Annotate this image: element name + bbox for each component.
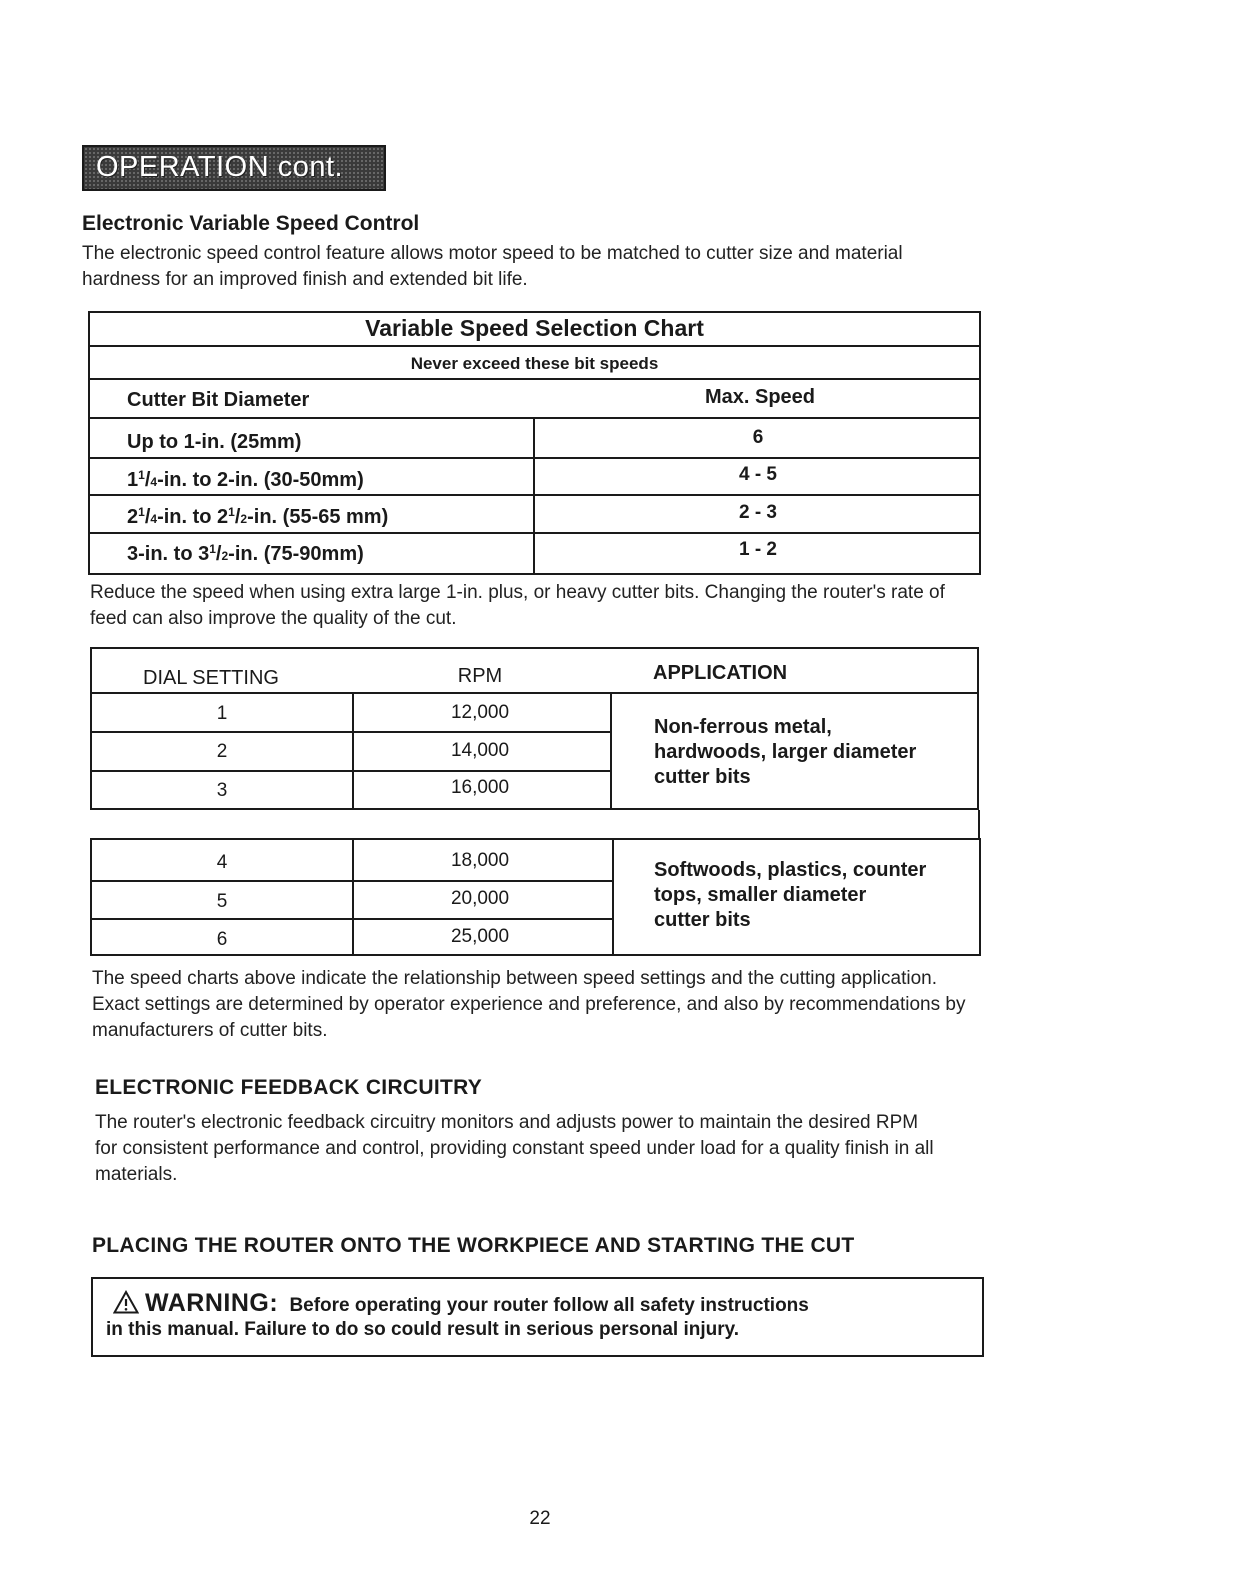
dial-value: 2 bbox=[216, 741, 228, 762]
dial-value: 3 bbox=[216, 780, 228, 801]
section-banner bbox=[82, 145, 386, 191]
page-number: 22 bbox=[529, 1508, 551, 1529]
dial-value: 6 bbox=[216, 929, 228, 950]
rpm-value: 16,000 bbox=[450, 777, 510, 798]
evsc-heading: Electronic Variable Speed Control bbox=[82, 212, 420, 235]
diameter-row-4: 3-in. to $3^1/2-in$. (75-90mm) bbox=[127, 542, 364, 565]
speed-chart-subtitle: Never exceed these bit speeds bbox=[410, 354, 659, 373]
speed-row-2: 4 - 5 bbox=[738, 464, 778, 485]
col-rpm: RPM bbox=[457, 665, 503, 687]
dial-value: 4 bbox=[216, 852, 228, 873]
diameter-row-1: Up to 1-in. (25mm) bbox=[127, 431, 302, 453]
evsc-body: The electronic speed control feature allows motor speed to be matched to cutter size and material hardness for an improved finish and extended bit life. bbox=[82, 243, 903, 290]
warning-triangle-icon bbox=[113, 1290, 139, 1314]
feedback-heading: ELECTRONIC FEEDBACK CIRCUITRY bbox=[95, 1076, 483, 1099]
rpm-value: 18,000 bbox=[450, 850, 510, 871]
warning-text-2: in this manual. Failure to do so could result in serious personal injury. bbox=[106, 1319, 740, 1340]
feedback-body: The router's electronic feedback circuitry monitors and adjusts power to maintain the desired RPM for consistent performance and control, providing constant speed under load for a quality finish in all materials. bbox=[95, 1112, 934, 1185]
speed-row-3: 2 - 3 bbox=[738, 502, 778, 523]
col-max-speed: Max. Speed bbox=[704, 386, 816, 408]
charts-note: The speed charts above indicate the relationship between speed settings and the cutting application. Exact settings are determined by operator experience and preference, and also by recommendations by manufacturers of cutter bits. bbox=[92, 968, 966, 1041]
application-group-1: Non-ferrous metal, hardwoods, larger diameter cutter bits bbox=[654, 716, 917, 788]
rpm-value: 20,000 bbox=[450, 888, 510, 909]
reduce-speed-text: Reduce the speed when using extra large 1-in. plus, or heavy cutter bits. Changing the router's rate of feed can also improve the quality of the cut. bbox=[90, 582, 945, 629]
diameter-row-2: $1^1/4-in$. to 2-in. (30-50mm) bbox=[127, 468, 364, 491]
warning-label: WARNING: bbox=[145, 1289, 279, 1317]
placing-heading: PLACING THE ROUTER ONTO THE WORKPIECE AND STARTING THE CUT bbox=[92, 1234, 855, 1257]
banner-text: OPERATION cont. bbox=[96, 151, 344, 183]
col-cutter-diameter: Cutter Bit Diameter bbox=[127, 389, 310, 411]
application-group-2: Softwoods, plastics, counter tops, smaller diameter cutter bits bbox=[654, 859, 927, 931]
rpm-value: 12,000 bbox=[450, 702, 510, 723]
speed-row-4: 1 - 2 bbox=[738, 539, 778, 560]
warning-text-1: Before operating your router follow all safety instructions bbox=[289, 1295, 809, 1316]
dial-value: 5 bbox=[216, 891, 228, 912]
diameter-row-3: $2^1/4-in$. to $2^1/2-in$. (55-65 mm) bbox=[127, 505, 389, 528]
col-application: APPLICATION bbox=[653, 662, 788, 684]
col-dial-setting: DIAL SETTING bbox=[143, 667, 279, 689]
dial-value: 1 bbox=[216, 703, 228, 724]
rpm-value: 25,000 bbox=[450, 926, 510, 947]
speed-chart-title: Variable Speed Selection Chart bbox=[365, 315, 704, 341]
warning-line-1 bbox=[113, 1289, 809, 1318]
rpm-value: 14,000 bbox=[450, 740, 510, 761]
speed-row-1: 6 bbox=[752, 427, 764, 448]
